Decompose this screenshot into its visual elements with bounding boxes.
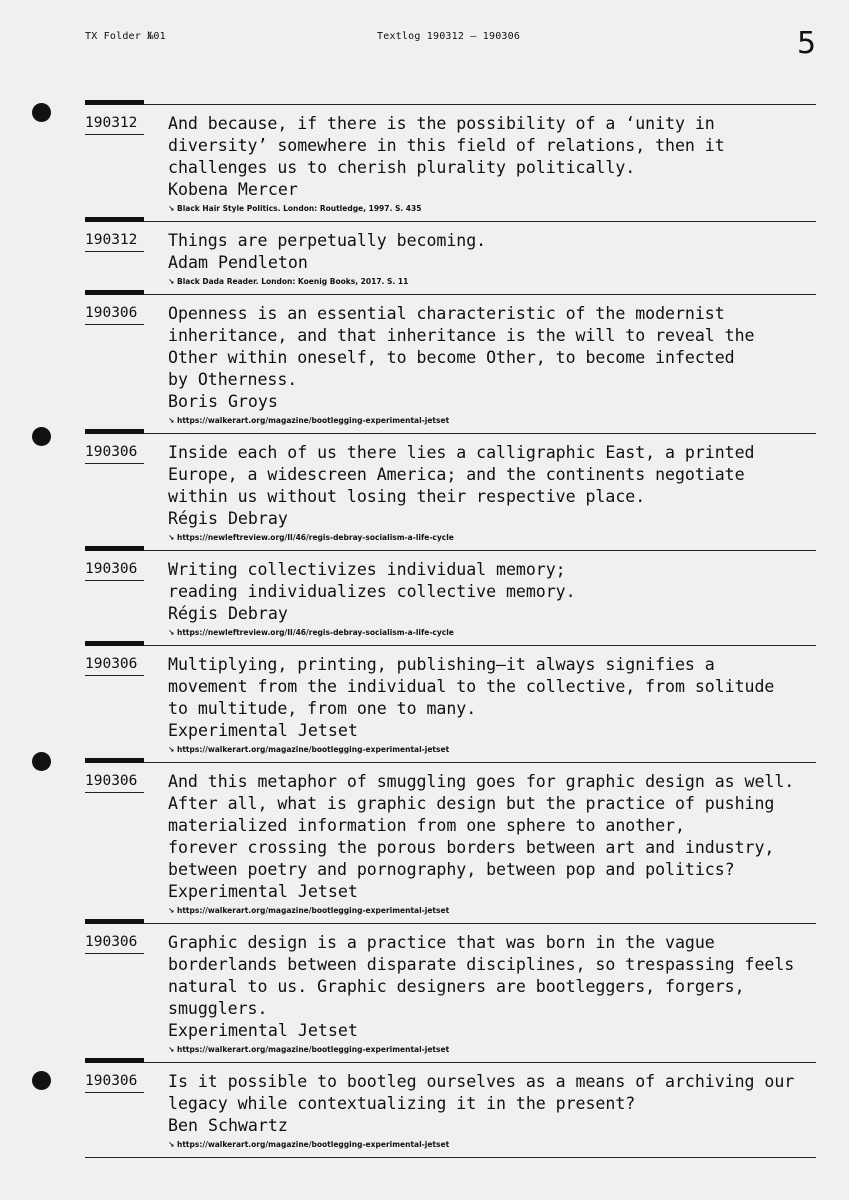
entry-author: Experimental Jetset bbox=[168, 882, 358, 901]
entry-quote: Graphic design is a practice that was born in the vague borderlands between disparate disciplines, so trespassing feels natural to us. Graphic designers are bootleggers, forgers, smugglers. bbox=[168, 933, 795, 1018]
entry-quote: Things are perpetually becoming. bbox=[168, 231, 487, 250]
entry-date: 190306 bbox=[85, 772, 144, 793]
log-entry bbox=[85, 923, 816, 1062]
entry-source bbox=[168, 1045, 816, 1055]
entry-author: Régis Debray bbox=[168, 604, 288, 623]
entry-marker-bar bbox=[85, 100, 144, 105]
entry-quote: And because, if there is the possibility of a ‘unity in diversity’ somewhere in this field of relations, then it challenges us to cherish plurality politically. bbox=[168, 114, 725, 177]
entry-author: Régis Debray bbox=[168, 509, 288, 528]
entry-quote: Inside each of us there lies a calligraphic East, a printed Europe, a widescreen America; and the continents negotiate within us without losing their respective place. bbox=[168, 443, 755, 506]
entry-marker-bar bbox=[85, 641, 144, 646]
entry-marker-bar bbox=[85, 290, 144, 295]
entry-date: 190312 bbox=[85, 231, 144, 252]
binder-hole bbox=[32, 1071, 51, 1090]
entry-date: 190312 bbox=[85, 114, 144, 135]
entry-date: 190306 bbox=[85, 1072, 144, 1093]
page-number: 5 bbox=[797, 26, 817, 61]
log-entry bbox=[85, 221, 816, 294]
entry-source-text: https://walkerart.org/magazine/bootlegging-experimental-jetset bbox=[177, 416, 450, 425]
entry-source-text: https://walkerart.org/magazine/bootlegging-experimental-jetset bbox=[177, 906, 450, 915]
textlog-entries bbox=[85, 104, 816, 1158]
entry-marker-bar bbox=[85, 429, 144, 434]
log-entry bbox=[85, 433, 816, 550]
entry-marker-bar bbox=[85, 1058, 144, 1063]
entry-source bbox=[168, 277, 816, 287]
entry-quote: Multiplying, printing, publishing—it always signifies a movement from the individual to the collective, from solitude to multitude, from one to many. bbox=[168, 655, 775, 718]
entry-source bbox=[168, 628, 816, 638]
entry-author: Boris Groys bbox=[168, 392, 278, 411]
arrow-down-right-icon: ↘ bbox=[168, 1045, 175, 1054]
entry-source-text: Black Dada Reader. London: Koenig Books, 2017. S. 11 bbox=[177, 277, 409, 286]
entry-marker-bar bbox=[85, 919, 144, 924]
entry-author: Kobena Mercer bbox=[168, 180, 298, 199]
entry-source-text: https://newleftreview.org/II/46/regis-debray-socialism-a-life-cycle bbox=[177, 628, 454, 637]
entry-source bbox=[168, 906, 816, 916]
entry-author: Experimental Jetset bbox=[168, 1021, 358, 1040]
arrow-down-right-icon: ↘ bbox=[168, 277, 175, 286]
arrow-down-right-icon: ↘ bbox=[168, 1140, 175, 1149]
entry-source bbox=[168, 533, 816, 543]
entry-marker-bar bbox=[85, 217, 144, 222]
bottom-rule bbox=[85, 1157, 816, 1158]
log-entry bbox=[85, 104, 816, 221]
arrow-down-right-icon: ↘ bbox=[168, 533, 175, 542]
entry-author: Experimental Jetset bbox=[168, 721, 358, 740]
entry-quote: Is it possible to bootleg ourselves as a means of archiving our legacy while contextualizing it in the present? bbox=[168, 1072, 795, 1113]
log-entry bbox=[85, 550, 816, 645]
entry-date: 190306 bbox=[85, 655, 144, 676]
entry-source-text: Black Hair Style Politics. London: Routledge, 1997. S. 435 bbox=[177, 204, 422, 213]
binder-hole bbox=[32, 752, 51, 771]
arrow-down-right-icon: ↘ bbox=[168, 416, 175, 425]
arrow-down-right-icon: ↘ bbox=[168, 906, 175, 915]
entry-source-text: https://newleftreview.org/II/46/regis-debray-socialism-a-life-cycle bbox=[177, 533, 454, 542]
binder-hole bbox=[32, 103, 51, 122]
entry-marker-bar bbox=[85, 546, 144, 551]
entry-source bbox=[168, 1140, 816, 1150]
log-entry bbox=[85, 645, 816, 762]
binder-hole bbox=[32, 427, 51, 446]
arrow-down-right-icon: ↘ bbox=[168, 628, 175, 637]
entry-author: Adam Pendleton bbox=[168, 253, 308, 272]
entry-date: 190306 bbox=[85, 443, 144, 464]
entry-date: 190306 bbox=[85, 933, 144, 954]
log-entry bbox=[85, 1062, 816, 1157]
entry-author: Ben Schwartz bbox=[168, 1116, 288, 1135]
page-title: Textlog 190312 — 190306 bbox=[377, 31, 521, 42]
entry-quote: And this metaphor of smuggling goes for graphic design as well. After all, what is graphic design but the practice of pushing materialized information from one sphere to another, forever crossing the porous borders between art and industry, between poetry and pornography, between pop and politics? bbox=[168, 772, 795, 879]
entry-marker-bar bbox=[85, 758, 144, 763]
entry-source-text: https://walkerart.org/magazine/bootlegging-experimental-jetset bbox=[177, 745, 450, 754]
arrow-down-right-icon: ↘ bbox=[168, 745, 175, 754]
entry-source bbox=[168, 745, 816, 755]
folder-label: TX Folder №01 bbox=[85, 31, 166, 42]
entry-quote: Openness is an essential characteristic of the modernist inheritance, and that inheritance is the will to reveal the Other within oneself, to become Other, to become infected by Otherness. bbox=[168, 304, 755, 389]
entry-source bbox=[168, 416, 816, 426]
entry-source-text: https://walkerart.org/magazine/bootlegging-experimental-jetset bbox=[177, 1140, 450, 1149]
log-entry bbox=[85, 762, 816, 923]
entry-source bbox=[168, 204, 816, 214]
entry-quote: Writing collectivizes individual memory; reading individualizes collective memory. bbox=[168, 560, 576, 601]
entry-date: 190306 bbox=[85, 304, 144, 325]
entry-date: 190306 bbox=[85, 560, 144, 581]
log-entry bbox=[85, 294, 816, 433]
arrow-down-right-icon: ↘ bbox=[168, 204, 175, 213]
entry-source-text: https://walkerart.org/magazine/bootlegging-experimental-jetset bbox=[177, 1045, 450, 1054]
